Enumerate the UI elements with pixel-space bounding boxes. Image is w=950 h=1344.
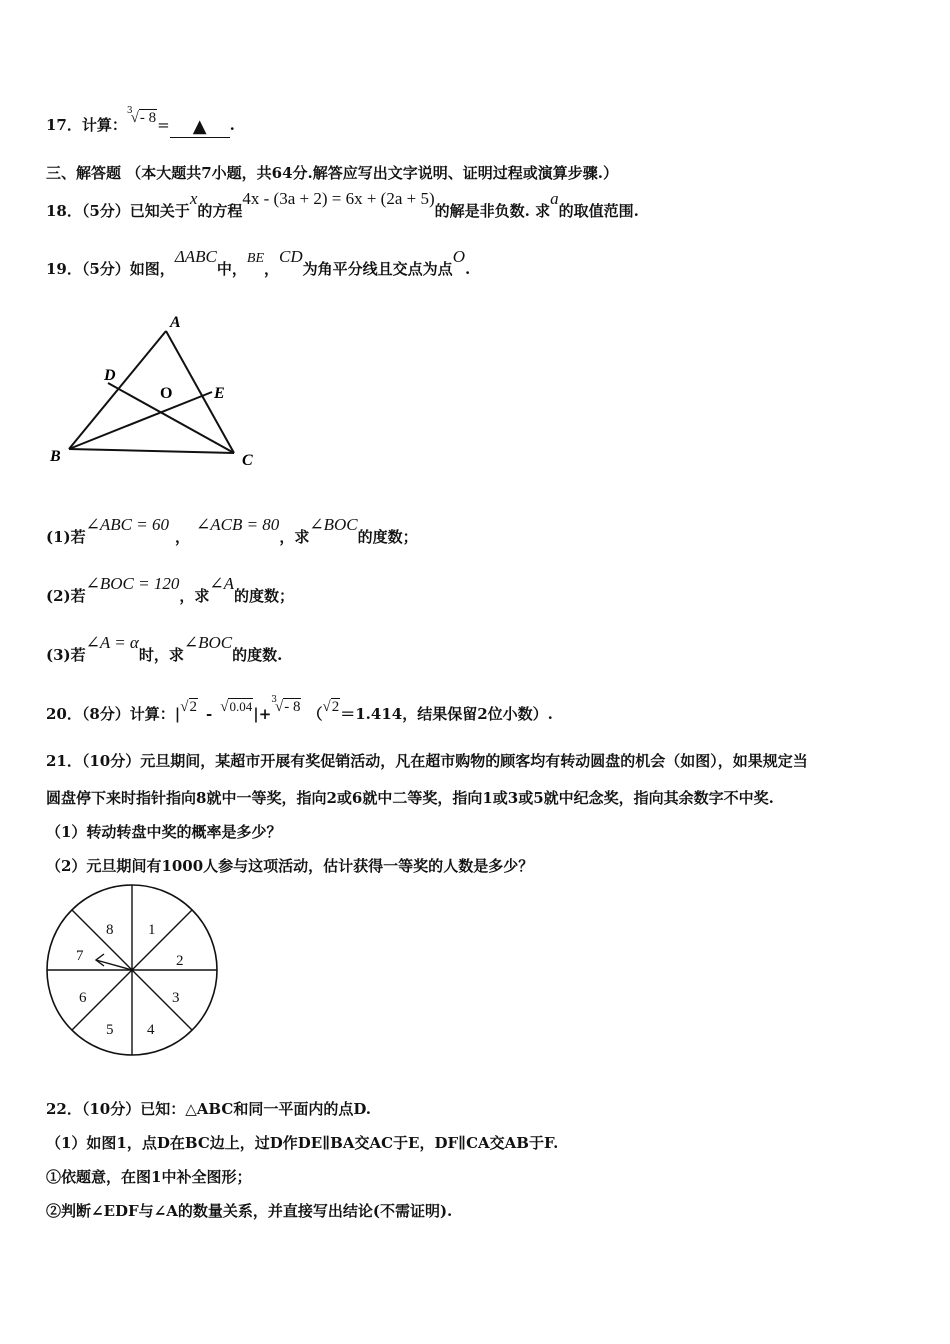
wheel-label-3: 3 (172, 990, 180, 1006)
point-o-label: O (160, 385, 173, 402)
triangle-icon: ▲ (192, 116, 207, 137)
wheel-label-1: 1 (148, 922, 156, 938)
spinner-wheel (44, 882, 224, 1062)
triangle-figure (44, 308, 274, 478)
wheel-label-7: 7 (76, 948, 84, 964)
section-heading: 三、解答题 （本大题共7小题，共64分.解答应写出文字说明、证明过程或演算步骤.） (46, 164, 618, 182)
q21-sub-2: （2）元旦期间有1000人参与这项活动，估计获得一等奖的人数是多少？ (46, 857, 534, 875)
question-20: 20．（8分）计算：|√2 - √0.04|+$^3$√- 8 （√2＝1.414，结果保留2位小数）. (46, 695, 553, 723)
vertex-b-label: B (50, 448, 61, 465)
wheel-label-5: 5 (106, 1022, 114, 1038)
vertex-c-label: C (242, 452, 253, 469)
q19-part-2: (2)若∠BOC = 120，求∠A的度数； (46, 574, 295, 605)
equation: 4x - (3a + 2) = 6x + (2a + 5) (242, 189, 435, 208)
wheel-label-8: 8 (106, 922, 114, 938)
wheel-label-2: 2 (176, 953, 184, 969)
q22-sub-1: （1）如图1，点D在BC边上，过D作DE∥BA交AC于E，DF∥CA交AB于F. (46, 1134, 559, 1152)
q17-prefix: 17．计算： (46, 116, 127, 134)
q22-line-1: 22．（10分）已知：△ABC和同一平面内的点D. (46, 1100, 372, 1118)
q19-part-3: (3)若∠A = α时，求∠BOC的度数. (46, 633, 283, 664)
cube-root: $^3$√- 8 (126, 106, 157, 126)
question-19: 19．（5分）如图，ΔABC中，BE，CD为角平分线且交点为点O. (46, 247, 471, 278)
answer-blank (170, 116, 230, 138)
q21-sub-1: （1）转动转盘中奖的概率是多少？ (46, 823, 282, 841)
wheel-label-6: 6 (79, 990, 87, 1006)
q19-part-1: (1)若∠ABC = 60，∠ACB = 80，求∠BOC的度数； (46, 515, 418, 546)
q22-item-2: ②判断∠EDF与∠A的数量关系，并直接写出结论(不需证明). (46, 1202, 453, 1220)
vertex-a-label: A (170, 314, 181, 331)
question-18: 18．（5分）已知关于x的方程4x - (3a + 2) = 6x + (2a + 5)的解是非负数. 求a的取值范围. (46, 189, 639, 220)
q22-item-1: ①依题意，在图1中补全图形； (46, 1168, 252, 1186)
q21-line-1: 21．（10分）元旦期间，某超市开展有奖促销活动，凡在超市购物的顾客均有转动圆盘的机会（如图），如果规定当 (46, 752, 808, 770)
point-d-label: D (104, 367, 116, 384)
wheel-label-4: 4 (147, 1022, 155, 1038)
q21-line-2: 圆盘停下来时指针指向8就中一等奖，指向2或6就中二等奖，指向1或3或5就中纪念奖，指向其余数字不中奖. (46, 789, 774, 807)
question-17: 17．计算：$^3$√- 8= ▲ . (46, 106, 235, 137)
point-e-label: E (214, 385, 225, 402)
